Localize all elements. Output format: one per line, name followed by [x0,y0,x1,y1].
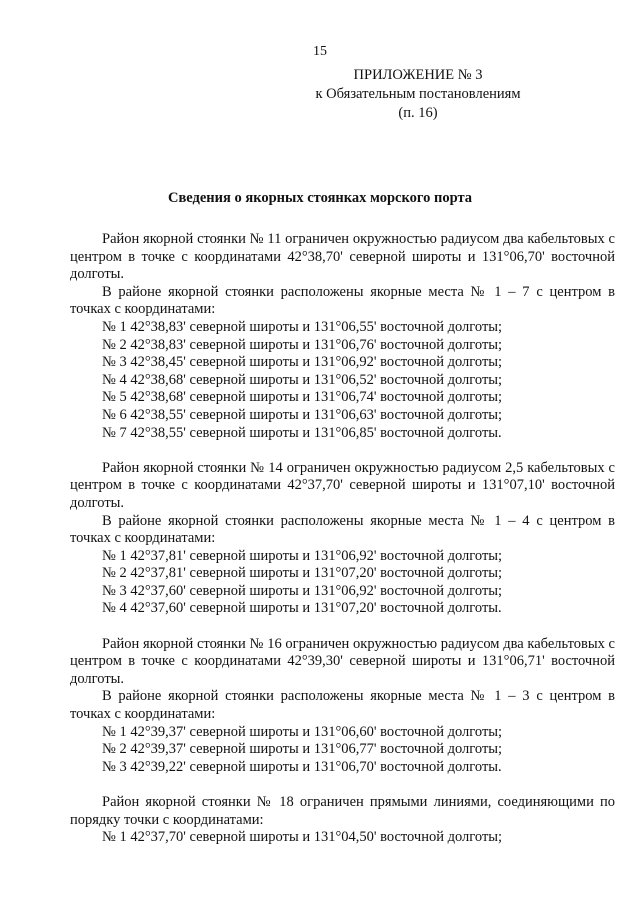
anchorage-places: В районе якорной стоянки расположены якорные места № 1 – 7 с центром в точках с координатами: [70,283,615,318]
anchor-coord: № 2 42°37,81' северной широты и 131°07,20' восточной долготы; [102,565,503,582]
anchorage-section-11 [70,231,615,442]
anchorage-places: В районе якорной стоянки расположены якорные места № 1 – 4 с центром в точках с координатами: [70,512,615,547]
anchorage-intro: Район якорной стоянки № 14 ограничен окружностью радиусом 2,5 кабельтовых с центром в точке с координатами 42°37,70' северной широты и 131°07,10' восточной долготы. [70,459,615,511]
anchor-coord: № 2 42°39,37' северной широты и 131°06,77' восточной долготы; [102,741,503,758]
anchor-coord: № 1 42°38,83' северной широты и 131°06,55' восточной долготы; [102,318,503,335]
appendix-subtitle: к Обязательным постановлениям [315,86,521,102]
appendix-header [268,66,568,123]
anchorage-intro: Район якорной стоянки № 16 ограничен окружностью радиусом два кабельтовых с центром в точке с координатами 42°39,30' северной широты и 131°06,71' восточной долготы. [70,635,615,687]
anchorage-intro: Район якорной стоянки № 11 ограничен окружностью радиусом два кабельтовых с центром в точке с координатами 42°38,70' северной широты и 131°06,70' восточной долготы. [70,231,615,283]
page-number: 15 [313,44,327,59]
anchor-coord: № 6 42°38,55' северной широты и 131°06,63' восточной долготы; [102,406,503,423]
anchor-coord: № 1 42°39,37' северной широты и 131°06,60' восточной долготы; [102,723,503,740]
anchor-coord: № 5 42°38,68' северной широты и 131°06,74' восточной долготы; [102,389,503,406]
anchorage-section-16 [70,636,615,777]
anchor-coord: № 3 42°38,45' северной широты и 131°06,92' восточной долготы; [102,354,503,371]
anchor-coord: № 2 42°38,83' северной широты и 131°06,76' восточной долготы; [102,336,503,353]
anchorage-intro: Район якорной стоянки № 18 ограничен прямыми линиями, соединяющими по порядку точки с координатами: [70,794,615,828]
anchor-coord: № 1 42°37,70' северной широты и 131°04,50' восточной долготы; [102,829,503,846]
anchor-coord: № 3 42°39,22' северной широты и 131°06,70' восточной долготы. [102,758,502,775]
anchor-coord: № 4 42°38,68' северной широты и 131°06,52' восточной долготы; [102,371,503,388]
document-body [70,231,615,864]
anchor-coord: № 3 42°37,60' северной широты и 131°06,92' восточной долготы; [102,582,503,599]
appendix-clause: (п. 16) [398,105,438,121]
anchor-coord: № 7 42°38,55' северной широты и 131°06,85' восточной долготы. [102,424,502,441]
anchor-coord: № 4 42°37,60' северной широты и 131°07,20' восточной долготы. [102,600,502,617]
anchorage-places: В районе якорной стоянки расположены якорные места № 1 – 3 с центром в точках с координатами: [70,688,615,723]
document-title: Сведения о якорных стоянках морского порта [167,190,473,206]
anchor-coord: № 1 42°37,81' северной широты и 131°06,92' восточной долготы; [102,547,503,564]
anchorage-section-18 [70,794,615,847]
anchorage-section-14 [70,460,615,618]
appendix-title: ПРИЛОЖЕНИЕ № 3 [353,67,483,83]
